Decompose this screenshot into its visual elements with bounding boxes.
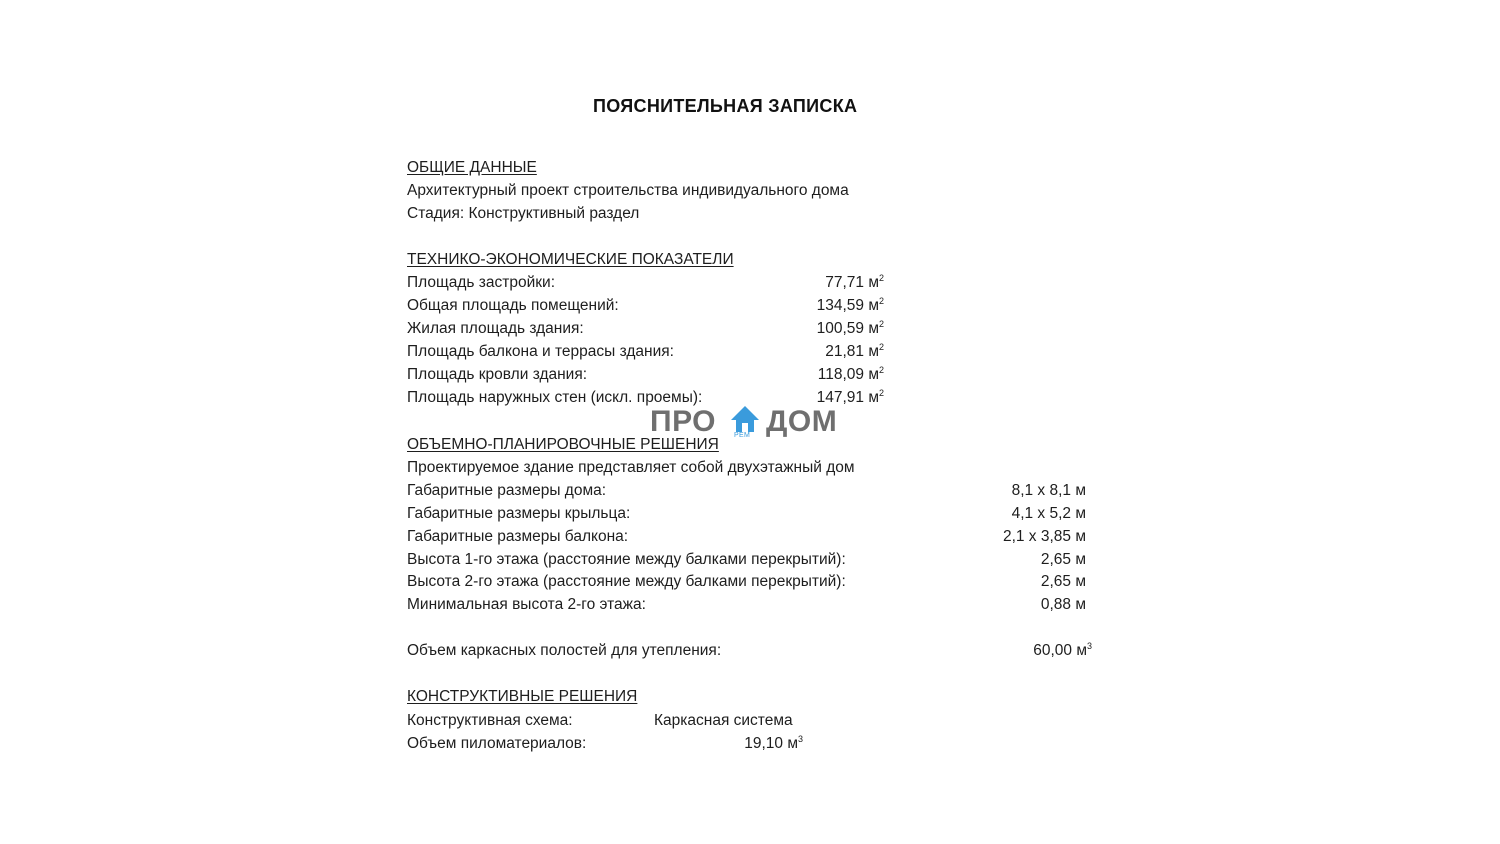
tech-value: 100,59 $м^2$ (816, 319, 884, 337)
section-heading-planning: ОБЪЕМНО-ПЛАНИРОВОЧНЫЕ РЕШЕНИЯ (407, 436, 719, 453)
planning-intro: Проектируемое здание представляет собой двухэтажный дом (407, 459, 855, 476)
tech-value: 134,59 $м^2$ (816, 296, 884, 314)
general-line: Стадия: Конструктивный раздел (407, 205, 640, 222)
tech-label: Площадь застройки: (407, 274, 555, 291)
planning-value: 4,1 х 5,2 м (1011, 505, 1086, 522)
construct-label: Конструктивная схема: (407, 712, 573, 729)
tech-value: 21,81 $м^2$ (825, 342, 884, 360)
planning-value: 2,1 х 3,85 м (1002, 528, 1086, 545)
watermark-logo (650, 404, 850, 444)
construct-value: Каркасная система (654, 712, 793, 729)
planning-label: Габаритные размеры балкона: (407, 528, 629, 545)
section-heading-tech: ТЕХНИКО-ЭКОНОМИЧЕСКИЕ ПОКАЗАТЕЛИ (407, 251, 734, 268)
volume-value: 60,00 $м^3$ (1033, 641, 1092, 659)
tech-value: 118,09 $м^2$ (817, 365, 884, 383)
construct-label: Объем пиломатериалов: (407, 735, 587, 752)
logo-subtext: РЕМ (734, 432, 751, 439)
logo-text-left: ПРО (650, 405, 717, 438)
tech-label: Площадь наружных стен (искл. проемы): (407, 389, 703, 406)
section-heading-construct: КОНСТРУКТИВНЫЕ РЕШЕНИЯ (407, 688, 638, 705)
tech-value: 147,91 $м^2$ (816, 388, 884, 406)
tech-label: Жилая площадь здания: (407, 320, 584, 337)
planning-value: 2,65 м (1040, 551, 1086, 568)
planning-label: Минимальная высота 2-го этажа: (407, 596, 646, 613)
tech-label: Площадь кровли здания: (407, 366, 588, 383)
section-heading-general: ОБЩИЕ ДАННЫЕ (407, 159, 537, 176)
tech-label: Площадь балкона и террасы здания: (407, 343, 674, 360)
volume-label: Объем каркасных полостей для утепления: (407, 642, 722, 659)
page-title: ПОЯСНИТЕЛЬНАЯ ЗАПИСКА (593, 96, 858, 116)
planning-label: Габаритные размеры крыльца: (407, 505, 631, 522)
logo-text-right: ДОМ (766, 405, 838, 438)
planning-label: Габаритные размеры дома: (407, 482, 607, 499)
construct-value: 19,10 $м^3$ (744, 734, 803, 752)
general-line: Архитектурный проект строительства индивидуального дома (407, 182, 849, 199)
tech-value: 77,71 $м^2$ (825, 273, 884, 291)
planning-value: 8,1 х 8,1 м (1011, 482, 1086, 499)
tech-label: Общая площадь помещений: (407, 297, 619, 314)
planning-value: 2,65 м (1040, 573, 1086, 590)
planning-label: Высота 2-го этажа (расстояние между балками перекрытий): (407, 573, 846, 590)
planning-value: 0,88 м (1040, 596, 1086, 613)
planning-label: Высота 1-го этажа (расстояние между балками перекрытий): (407, 551, 846, 568)
